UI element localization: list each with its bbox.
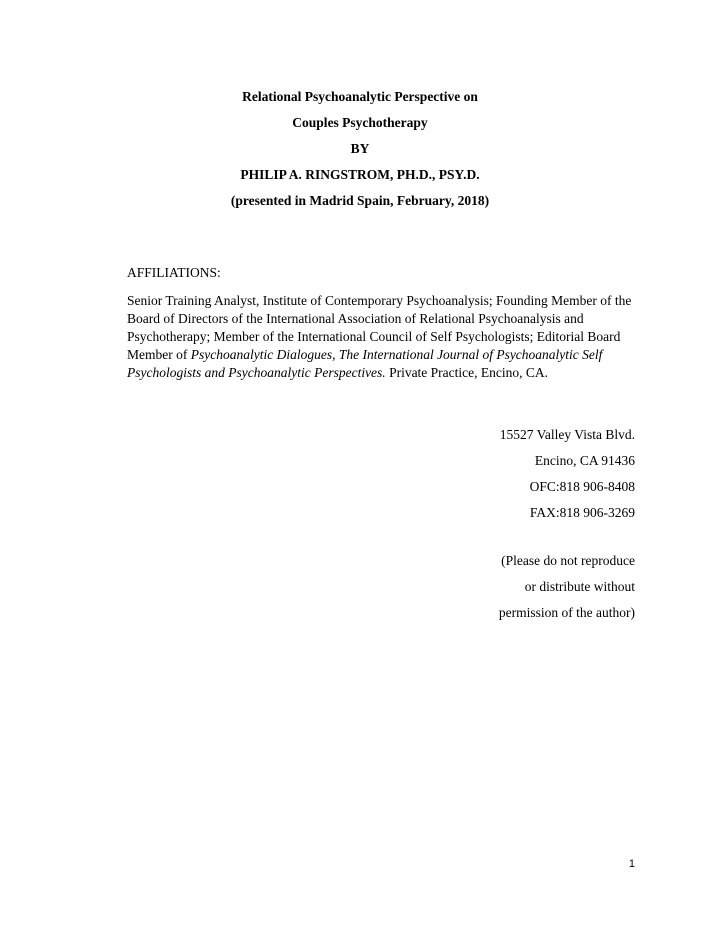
address-block <box>500 422 635 526</box>
presentation-note: (presented in Madrid Spain, February, 2018) <box>230 193 490 208</box>
fax-number: FAX:818 906-3269 <box>529 505 635 520</box>
page-number: 1 <box>628 858 635 870</box>
notice-line-3: permission of the author) <box>498 605 635 620</box>
copyright-notice <box>499 548 635 626</box>
affiliations-heading: AFFILIATIONS: <box>127 265 221 280</box>
title-block <box>0 84 720 214</box>
author-name: PHILIP A. RINGSTROM, PH.D., PSY.D. <box>240 167 480 182</box>
affiliations-text-end: Private Practice, Encino, CA. <box>385 365 549 380</box>
affiliations-section <box>127 264 647 382</box>
notice-line-2: or distribute without <box>524 579 635 594</box>
notice-line-1: (Please do not reproduce <box>501 553 635 568</box>
address-city: Encino, CA 91436 <box>534 453 635 468</box>
byline-label: BY <box>350 141 370 156</box>
affiliations-text <box>127 292 647 382</box>
title-line-1: Relational Psychoanalytic Perspective on <box>242 89 478 104</box>
affiliations-text-start: Senior Training Analyst, Institute of Contemporary Psychoanalysis; Founding Member of the Board of Directors of the International Association of Relational Psychoanalysis and Psychotherapy; Member of the International Council of Self Psychologists; Editorial Board Member of <box>127 293 632 362</box>
address-street: 15527 Valley Vista Blvd. <box>499 427 635 442</box>
affiliations-journals: Psychoanalytic Dialogues, The International Journal of Psychoanalytic Self Psychologists and Psychoanalytic Perspectives. <box>127 347 603 380</box>
title-line-2: Couples Psychotherapy <box>292 115 428 130</box>
office-phone: OFC:818 906-8408 <box>529 479 635 494</box>
